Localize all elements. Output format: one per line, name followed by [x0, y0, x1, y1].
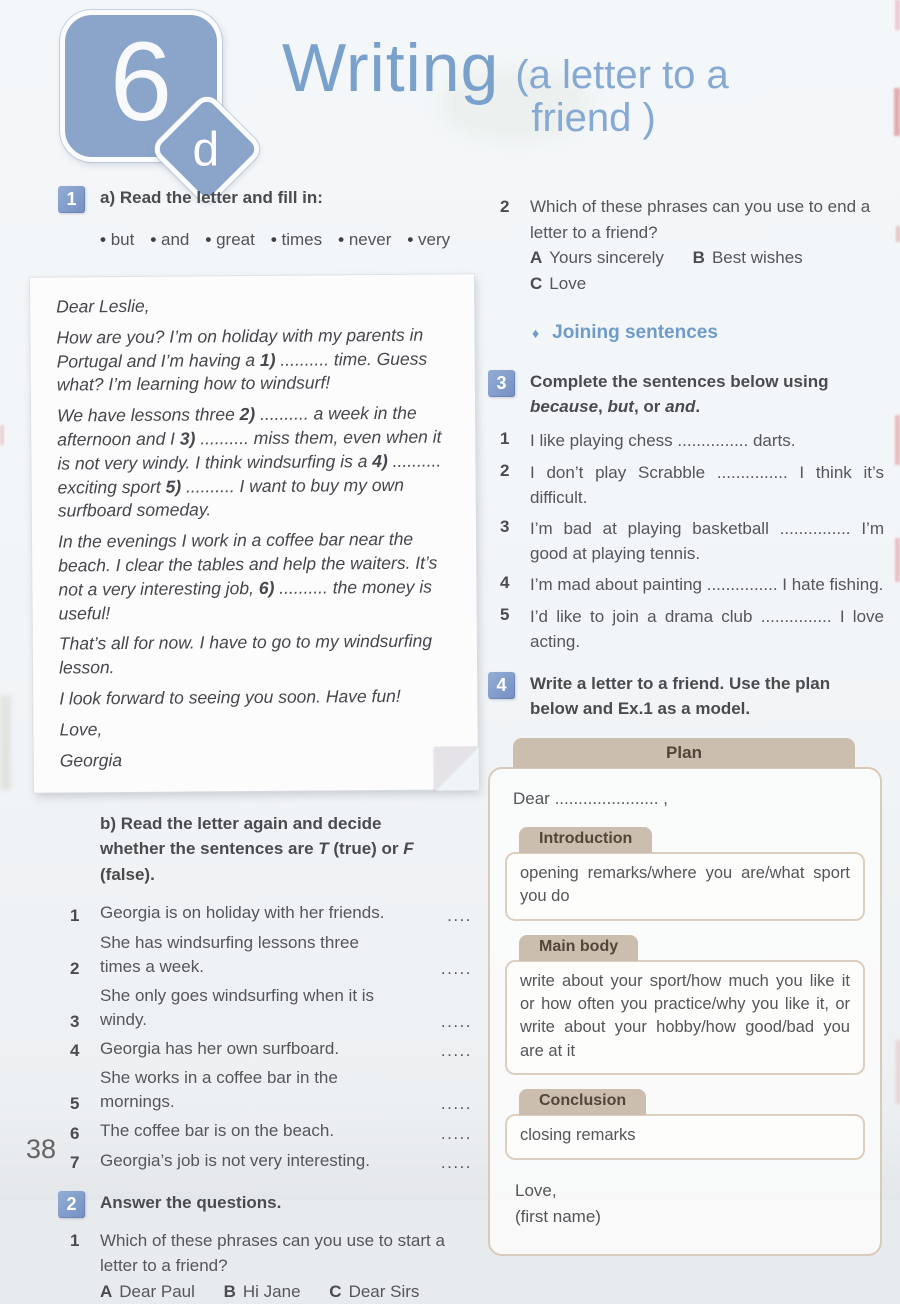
answer-options	[100, 1279, 472, 1304]
edge-artifact	[895, 538, 900, 582]
sentence-item	[500, 517, 886, 566]
option-b	[693, 248, 803, 267]
edge-artifact	[896, 1040, 900, 1104]
page-number: 38	[26, 1134, 57, 1164]
true-false-list	[58, 901, 472, 1172]
item-text: I like playing chess ............... darts.	[530, 431, 796, 451]
true-false-item	[70, 1119, 472, 1143]
item-number: 4	[500, 573, 510, 593]
letter-signoff: Love,	[59, 718, 103, 739]
true-false-item	[70, 931, 472, 979]
plan-section-label: Conclusion	[519, 1089, 646, 1115]
joining-sentences-heading	[532, 322, 886, 344]
item-number: 2	[70, 958, 80, 978]
answer-options	[530, 245, 886, 296]
page-header	[282, 30, 729, 141]
plan-section-label: Main body	[519, 935, 638, 961]
item-text: The coffee bar is on the beach.	[100, 1121, 335, 1141]
plan-section-text: closing remarks	[520, 1126, 636, 1145]
sentence-item	[500, 429, 886, 454]
option-a	[530, 248, 664, 267]
question-2	[500, 194, 886, 296]
question-number: 1	[70, 1230, 80, 1250]
item-number: 2	[500, 460, 510, 480]
option-c	[530, 274, 586, 293]
answer-slot: .....	[440, 1152, 472, 1172]
word-bank	[100, 225, 472, 256]
answer-slot: .....	[440, 1123, 472, 1143]
item-number: 6	[70, 1123, 80, 1143]
option-label: B	[692, 248, 705, 267]
item-number: 5	[500, 605, 510, 625]
item-text: Georgia is on holiday with her friends.	[100, 903, 385, 923]
plan-box	[488, 738, 882, 1257]
exercise-2-header	[58, 1191, 472, 1218]
answer-slot: .....	[440, 1041, 472, 1061]
option-label: A	[100, 1281, 113, 1301]
option-text: Yours sincerely	[549, 248, 664, 267]
exercise-1-badge: 1	[58, 186, 85, 213]
subtitle-line-2: friend )	[531, 96, 656, 141]
plan-section-text: write about your sport/how much you like it or how often you practice/why you like it, or write about your hobby/how good/bad you are at it	[520, 971, 850, 1060]
exercise-4-heading: Write a letter to a friend. Use the plan below and Ex.1 as a model.	[530, 674, 831, 719]
item-text: Georgia has her own surfboard.	[100, 1039, 340, 1059]
answer-slot: .....	[440, 1094, 472, 1114]
option-text: Best wishes	[711, 248, 803, 267]
question-number: 2	[500, 197, 510, 216]
item-text: Georgia’s job is not very interesting.	[100, 1150, 370, 1170]
edge-artifact	[0, 425, 4, 445]
option-label: B	[223, 1281, 236, 1301]
plan-closing	[515, 1178, 865, 1231]
letter-salutation: Dear Leslie,	[56, 295, 150, 317]
answer-slot: ....	[447, 905, 472, 925]
edge-artifact	[894, 88, 900, 136]
option-text: Love	[549, 273, 587, 293]
question-body	[100, 1228, 472, 1304]
option-label: C	[530, 273, 543, 293]
subtitle-line-1: (a letter to a	[515, 53, 729, 97]
option-b	[224, 1282, 301, 1301]
answer-slot: .....	[440, 958, 472, 978]
option-c	[329, 1282, 419, 1301]
item-number: 3	[500, 517, 510, 537]
word-bank-item: • times	[271, 230, 322, 249]
exercise-4-badge: 4	[488, 672, 515, 699]
plan-section-box	[505, 852, 865, 921]
letter-paragraph: I look forward to seeing you soon. Have fun!	[59, 685, 401, 709]
sentence-item	[500, 461, 886, 510]
exercise-3-badge: 3	[488, 370, 515, 397]
page-subtitle	[515, 54, 728, 140]
item-text: She has windsurfing lessons three times a week.	[100, 932, 359, 976]
item-text: I don’t play Scrabble ............... I think it’s difficult.	[530, 462, 884, 507]
closing-line-2: (first name)	[515, 1206, 601, 1226]
exercise-1-header	[58, 186, 472, 213]
true-false-item	[70, 1066, 472, 1114]
closing-line-1: Love,	[515, 1180, 557, 1200]
plan-body	[488, 767, 882, 1257]
exercise-2-heading: Answer the questions.	[100, 1192, 282, 1212]
edge-artifact	[895, 415, 900, 465]
section-label: Joining sentences	[552, 322, 718, 343]
letter-paragraph: In the evenings I work in a coffee bar near the beach. I clear the tables and help the waiters. It’s not a very interesting job, 6) .......... the money is useful!	[57, 528, 438, 623]
true-false-item	[70, 1149, 472, 1173]
exercise-2-badge: 2	[58, 1191, 85, 1218]
plan-section-box	[505, 960, 865, 1076]
option-text: Dear Paul	[119, 1281, 195, 1301]
word-bank-item: • but	[100, 230, 134, 249]
option-a	[100, 1282, 195, 1301]
answer-slot: .....	[440, 1012, 472, 1032]
item-text: She only goes windsurfing when it is windy.	[100, 985, 375, 1029]
sentence-item	[500, 573, 886, 598]
option-label: C	[329, 1281, 342, 1301]
word-bank-item: • and	[150, 230, 189, 249]
sentence-list	[488, 429, 886, 654]
true-false-item	[70, 901, 472, 925]
left-column	[58, 186, 472, 1304]
item-number: 1	[500, 429, 510, 449]
letter-paragraph: We have lessons three 2) .......... a week in the afternoon and I 3) .......... miss them, even when it is not very windy. I think windsurfing is a 4) .......... exciting sport 5) .......... I want to buy my own surfboard someday.	[56, 402, 442, 521]
exercise-3-heading: Complete the sentences below using because, but, or and.	[530, 372, 829, 416]
item-number: 1	[70, 905, 80, 925]
letter-paragraph: How are you? I’m on holiday with my parents in Portugal and I’m having a 1) .......... time. Guess what? I’m learning how to windsurf!	[56, 324, 428, 395]
item-number: 7	[70, 1152, 80, 1172]
sentence-item	[500, 605, 886, 654]
edge-artifact	[895, 0, 900, 30]
exercise-4-header	[488, 672, 886, 721]
item-number: 4	[70, 1041, 80, 1061]
true-false-item	[70, 984, 472, 1032]
diamond-icon: ♦	[532, 325, 540, 341]
question-text: Which of these phrases can you use to end a letter to a friend?	[530, 197, 871, 242]
plan-title: Plan	[513, 738, 855, 768]
true-false-item	[70, 1037, 472, 1061]
module-number: 6	[109, 19, 173, 144]
option-text: Hi Jane	[242, 1281, 301, 1301]
letter-signature: Georgia	[59, 749, 123, 770]
edge-artifact	[896, 226, 900, 242]
option-text: Dear Sirs	[348, 1281, 420, 1301]
question-text: Which of these phrases can you use to start a letter to a friend?	[100, 1230, 445, 1276]
exercise-1a-heading: a) Read the letter and fill in:	[100, 188, 323, 207]
right-column	[488, 186, 886, 1256]
word-bank-item: • never	[338, 230, 391, 249]
plan-dear-line: Dear ...................... ,	[513, 788, 668, 808]
question-body	[530, 194, 886, 296]
letter-paragraph: That’s all for now. I have to go to my windsurfing lesson.	[58, 630, 433, 678]
exercise-1b-heading: b) Read the letter again and decide whether the sentences are T (true) or F (false).	[100, 813, 414, 884]
option-label: A	[530, 248, 543, 267]
item-text: She works in a coffee bar in the mornings.	[100, 1068, 338, 1112]
question-1	[70, 1228, 472, 1304]
edge-artifact	[0, 695, 11, 790]
plan-section-label: Introduction	[519, 827, 652, 853]
module-letter: d	[192, 123, 219, 177]
letter-paper	[30, 274, 478, 793]
plan-section-text: opening remarks/where you are/what sport you do	[520, 863, 850, 906]
item-text: I’m bad at playing basketball ............... I’m good at playing tennis.	[530, 519, 884, 563]
item-number: 3	[70, 1012, 80, 1032]
item-text: I’m mad about painting ............... I hate fishing.	[530, 575, 884, 595]
item-number: 5	[70, 1094, 80, 1114]
module-logo	[60, 10, 250, 185]
word-bank-item: • great	[205, 230, 254, 249]
plan-section-box	[505, 1114, 865, 1159]
page-title: Writing	[282, 30, 500, 106]
word-bank-item: • very	[407, 230, 450, 249]
item-text: I’d like to join a drama club ............... I love acting.	[530, 607, 884, 651]
exercise-3-header	[488, 370, 886, 419]
